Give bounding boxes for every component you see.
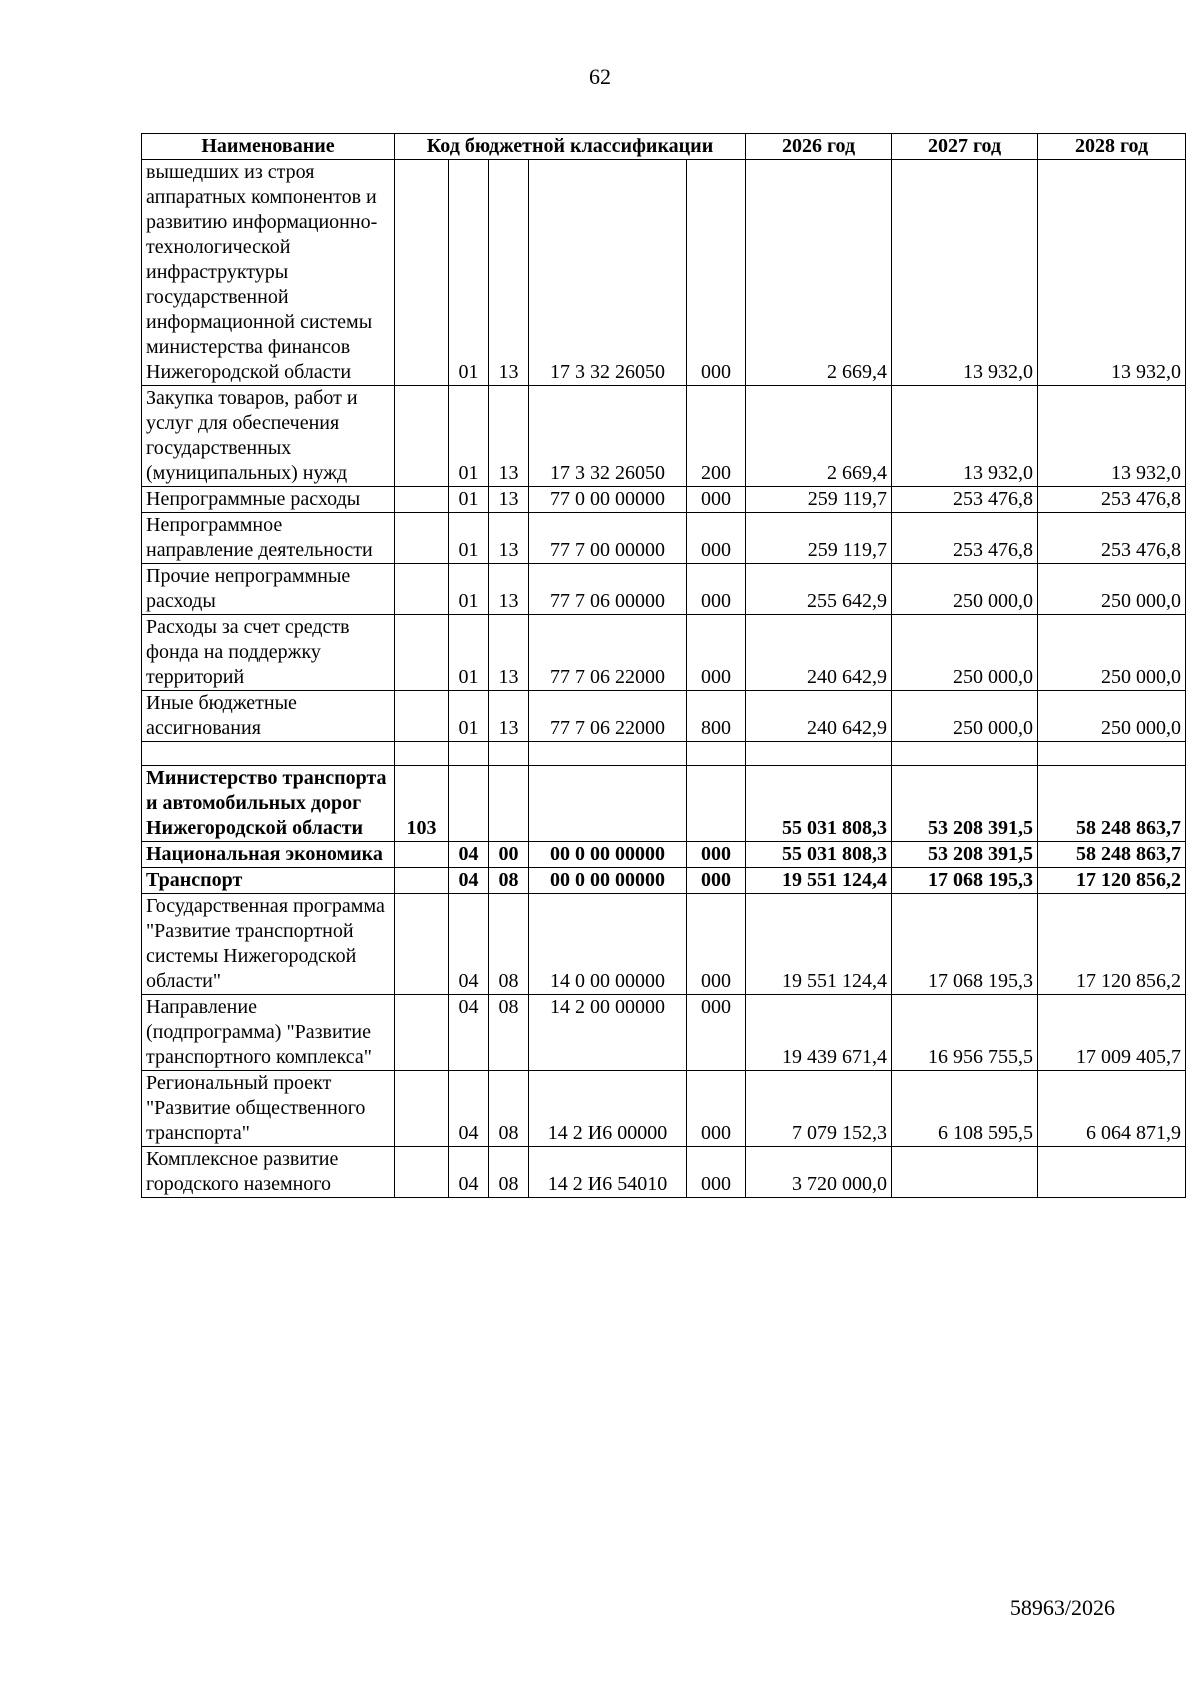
- cell-subsection-code: [489, 742, 529, 766]
- cell-target-code: 77 0 00 00000: [529, 487, 687, 513]
- cell-2027-amount: 53 208 391,5: [892, 842, 1038, 868]
- cell-expense-code: 000: [687, 1147, 746, 1198]
- cell-expense-code: 000: [687, 868, 746, 894]
- cell-section-code: 01: [449, 615, 489, 691]
- cell-name: вышедших из строя аппаратных компонентов и развитию информационно-технологической инфраструктуры государственной информационной системы министерства финансов Нижегородской области: [142, 160, 395, 386]
- cell-name: Региональный проект "Развитие общественного транспорта": [142, 1071, 395, 1147]
- cell-target-code: [529, 766, 687, 842]
- cell-subsection-code: 13: [489, 615, 529, 691]
- cell-name: Транспорт: [142, 868, 395, 894]
- cell-subsection-code: [489, 766, 529, 842]
- cell-name: Прочие непрограммные расходы: [142, 564, 395, 615]
- cell-name: Государственная программа "Развитие транспортной системы Нижегородской области": [142, 894, 395, 995]
- cell-2026-amount: 259 119,7: [746, 487, 892, 513]
- table-row: [142, 691, 1186, 742]
- cell-target-code: 14 2 И6 00000: [529, 1071, 687, 1147]
- cell-section-code: 01: [449, 160, 489, 386]
- cell-expense-code: 000: [687, 564, 746, 615]
- table-row: [142, 766, 1186, 842]
- cell-subsection-code: 13: [489, 564, 529, 615]
- cell-2027-amount: 253 476,8: [892, 487, 1038, 513]
- cell-subsection-code: 13: [489, 386, 529, 487]
- cell-section-code: [449, 742, 489, 766]
- cell-ministry-code: [395, 513, 449, 564]
- cell-target-code: 77 7 06 22000: [529, 615, 687, 691]
- table-row: [142, 386, 1186, 487]
- cell-2028-amount: [1038, 1147, 1186, 1198]
- cell-2028-amount: 17 009 405,7: [1038, 995, 1186, 1071]
- cell-2027-amount: 13 932,0: [892, 386, 1038, 487]
- cell-target-code: 14 0 00 00000: [529, 894, 687, 995]
- cell-expense-code: 000: [687, 1071, 746, 1147]
- cell-expense-code: 800: [687, 691, 746, 742]
- cell-expense-code: 000: [687, 160, 746, 386]
- cell-target-code: 00 0 00 00000: [529, 868, 687, 894]
- cell-name: Расходы за счет средств фонда на поддержку территорий: [142, 615, 395, 691]
- cell-2026-amount: 2 669,4: [746, 160, 892, 386]
- cell-section-code: 01: [449, 513, 489, 564]
- cell-section-code: 04: [449, 894, 489, 995]
- table-row: [142, 1147, 1186, 1198]
- table-row: [142, 615, 1186, 691]
- cell-subsection-code: 13: [489, 160, 529, 386]
- cell-section-code: 01: [449, 691, 489, 742]
- cell-expense-code: [687, 742, 746, 766]
- cell-2026-amount: 55 031 808,3: [746, 766, 892, 842]
- cell-expense-code: 000: [687, 995, 746, 1071]
- cell-subsection-code: 13: [489, 513, 529, 564]
- cell-2028-amount: 58 248 863,7: [1038, 766, 1186, 842]
- cell-subsection-code: 13: [489, 487, 529, 513]
- cell-target-code: 17 3 32 26050: [529, 386, 687, 487]
- cell-2027-amount: 16 956 755,5: [892, 995, 1038, 1071]
- cell-target-code: 00 0 00 00000: [529, 842, 687, 868]
- cell-expense-code: 000: [687, 615, 746, 691]
- cell-2027-amount: 250 000,0: [892, 691, 1038, 742]
- cell-target-code: 17 3 32 26050: [529, 160, 687, 386]
- cell-target-code: 77 7 06 00000: [529, 564, 687, 615]
- cell-2026-amount: 7 079 152,3: [746, 1071, 892, 1147]
- budget-table: [141, 133, 1186, 1198]
- cell-expense-code: 000: [687, 513, 746, 564]
- cell-expense-code: [687, 766, 746, 842]
- cell-ministry-code: [395, 691, 449, 742]
- table-row: [142, 564, 1186, 615]
- cell-section-code: 04: [449, 868, 489, 894]
- cell-ministry-code: 103: [395, 766, 449, 842]
- cell-name: Закупка товаров, работ и услуг для обеспечения государственных (муниципальных) нужд: [142, 386, 395, 487]
- cell-expense-code: 000: [687, 894, 746, 995]
- cell-2028-amount: 253 476,8: [1038, 513, 1186, 564]
- table-header-row: [142, 134, 1186, 160]
- header-2028: 2028 год: [1038, 134, 1186, 160]
- cell-ministry-code: [395, 386, 449, 487]
- cell-expense-code: 200: [687, 386, 746, 487]
- header-2026: 2026 год: [746, 134, 892, 160]
- cell-2028-amount: 13 932,0: [1038, 160, 1186, 386]
- cell-2026-amount: 55 031 808,3: [746, 842, 892, 868]
- cell-subsection-code: 08: [489, 894, 529, 995]
- cell-expense-code: 000: [687, 842, 746, 868]
- cell-ministry-code: [395, 1147, 449, 1198]
- cell-ministry-code: [395, 160, 449, 386]
- cell-2028-amount: [1038, 742, 1186, 766]
- cell-2027-amount: 253 476,8: [892, 513, 1038, 564]
- cell-name: Национальная экономика: [142, 842, 395, 868]
- cell-2027-amount: [892, 1147, 1038, 1198]
- cell-2028-amount: 253 476,8: [1038, 487, 1186, 513]
- cell-section-code: [449, 766, 489, 842]
- cell-ministry-code: [395, 995, 449, 1071]
- cell-2027-amount: 17 068 195,3: [892, 894, 1038, 995]
- cell-target-code: 77 7 00 00000: [529, 513, 687, 564]
- header-code: Код бюджетной классификации: [395, 134, 746, 160]
- cell-section-code: 01: [449, 386, 489, 487]
- cell-subsection-code: 08: [489, 995, 529, 1071]
- cell-name: Непрограммное направление деятельности: [142, 513, 395, 564]
- cell-ministry-code: [395, 487, 449, 513]
- table-row: [142, 842, 1186, 868]
- cell-ministry-code: [395, 615, 449, 691]
- cell-ministry-code: [395, 564, 449, 615]
- cell-2028-amount: 250 000,0: [1038, 691, 1186, 742]
- cell-ministry-code: [395, 742, 449, 766]
- cell-target-code: 14 2 И6 54010: [529, 1147, 687, 1198]
- table-row: [142, 160, 1186, 386]
- cell-2027-amount: [892, 742, 1038, 766]
- cell-name: Иные бюджетные ассигнования: [142, 691, 395, 742]
- cell-2026-amount: 255 642,9: [746, 564, 892, 615]
- page-number: 62: [589, 64, 611, 89]
- cell-name: Непрограммные расходы: [142, 487, 395, 513]
- table-row: [142, 1071, 1186, 1147]
- table-body: [142, 160, 1186, 1198]
- cell-2028-amount: 250 000,0: [1038, 564, 1186, 615]
- cell-2027-amount: 53 208 391,5: [892, 766, 1038, 842]
- cell-2026-amount: 19 439 671,4: [746, 995, 892, 1071]
- cell-target-code: [529, 742, 687, 766]
- cell-subsection-code: 08: [489, 868, 529, 894]
- cell-subsection-code: 00: [489, 842, 529, 868]
- cell-2026-amount: 240 642,9: [746, 615, 892, 691]
- cell-target-code: 14 2 00 00000: [529, 995, 687, 1071]
- cell-2028-amount: 17 120 856,2: [1038, 868, 1186, 894]
- document-number: 58963/2026: [1009, 1595, 1115, 1620]
- cell-2028-amount: 250 000,0: [1038, 615, 1186, 691]
- table-row: [142, 487, 1186, 513]
- cell-2026-amount: 3 720 000,0: [746, 1147, 892, 1198]
- cell-2027-amount: 17 068 195,3: [892, 868, 1038, 894]
- cell-2026-amount: 2 669,4: [746, 386, 892, 487]
- cell-2028-amount: 17 120 856,2: [1038, 894, 1186, 995]
- cell-2026-amount: 19 551 124,4: [746, 868, 892, 894]
- cell-ministry-code: [395, 894, 449, 995]
- cell-section-code: 01: [449, 564, 489, 615]
- table-row: [142, 742, 1186, 766]
- table-row: [142, 894, 1186, 995]
- cell-2028-amount: 6 064 871,9: [1038, 1071, 1186, 1147]
- cell-expense-code: 000: [687, 487, 746, 513]
- cell-2026-amount: 240 642,9: [746, 691, 892, 742]
- cell-section-code: 01: [449, 487, 489, 513]
- cell-subsection-code: 08: [489, 1147, 529, 1198]
- cell-2027-amount: 250 000,0: [892, 564, 1038, 615]
- cell-2028-amount: 58 248 863,7: [1038, 842, 1186, 868]
- cell-2027-amount: 250 000,0: [892, 615, 1038, 691]
- cell-2026-amount: 259 119,7: [746, 513, 892, 564]
- cell-subsection-code: 13: [489, 691, 529, 742]
- table-row: [142, 995, 1186, 1071]
- cell-target-code: 77 7 06 22000: [529, 691, 687, 742]
- cell-ministry-code: [395, 1071, 449, 1147]
- cell-name: [142, 742, 395, 766]
- cell-section-code: 04: [449, 1147, 489, 1198]
- cell-section-code: 04: [449, 842, 489, 868]
- cell-name: Министерство транспорта и автомобильных дорог Нижегородской области: [142, 766, 395, 842]
- cell-section-code: 04: [449, 1071, 489, 1147]
- cell-name: Направление (подпрограмма) "Развитие транспортного комплекса": [142, 995, 395, 1071]
- cell-name: Комплексное развитие городского наземного: [142, 1147, 395, 1198]
- header-2027: 2027 год: [892, 134, 1038, 160]
- header-name: Наименование: [142, 134, 395, 160]
- cell-ministry-code: [395, 868, 449, 894]
- cell-2028-amount: 13 932,0: [1038, 386, 1186, 487]
- cell-section-code: 04: [449, 995, 489, 1071]
- table-row: [142, 868, 1186, 894]
- cell-2027-amount: 13 932,0: [892, 160, 1038, 386]
- cell-subsection-code: 08: [489, 1071, 529, 1147]
- cell-ministry-code: [395, 842, 449, 868]
- cell-2026-amount: 19 551 124,4: [746, 894, 892, 995]
- table-row: [142, 513, 1186, 564]
- cell-2027-amount: 6 108 595,5: [892, 1071, 1038, 1147]
- cell-2026-amount: [746, 742, 892, 766]
